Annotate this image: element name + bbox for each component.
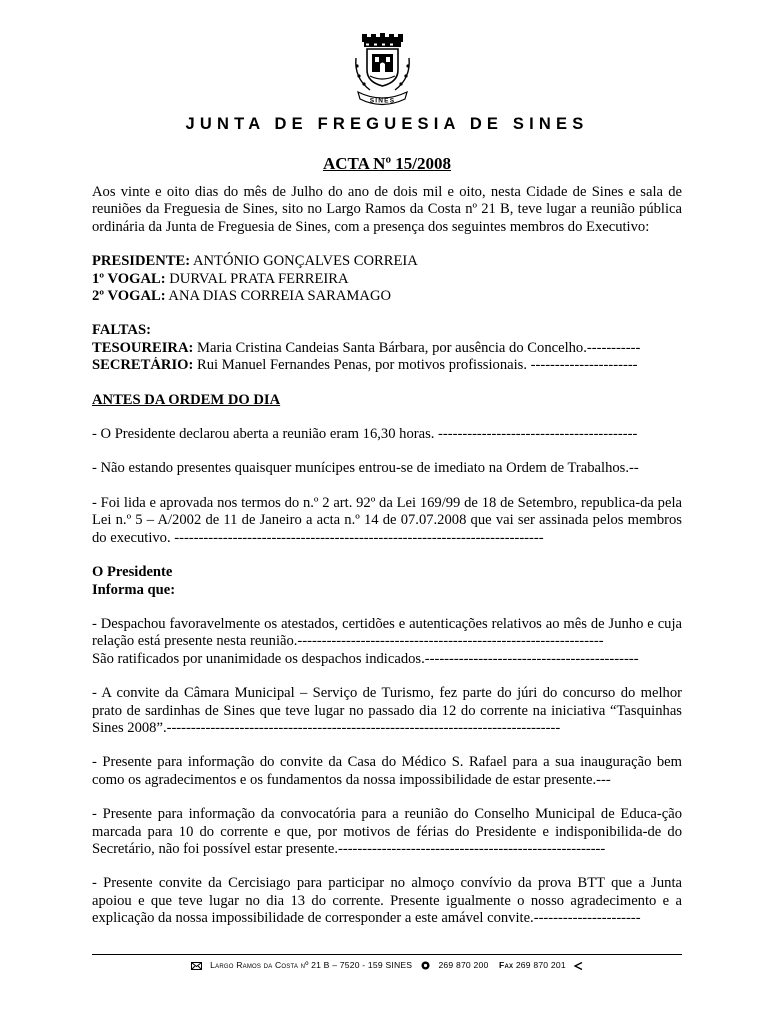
- president-heading: O Presidente: [92, 564, 173, 581]
- member-role: PRESIDENTE:: [92, 253, 191, 270]
- member-vogal-2: [92, 288, 682, 305]
- envelope-icon: [191, 962, 202, 970]
- member-name: DURVAL PRATA FERREIRA: [165, 270, 349, 287]
- fax-icon: [574, 962, 583, 970]
- info-item: - Presente para informação do convite da Casa do Médico S. Rafael para a sua inauguração bem como os agradecimentos e os fundamentos da nossa impossibilidade de estar presente.---: [92, 754, 682, 788]
- member-vogal-1: [92, 271, 682, 288]
- agenda-item: - Foi lida e aprovada nos termos do n.º 2 art. 92º da Lei 169/99 de 18 de Setembro, republica-da pela Lei n.º 5 – A/2002 de 11 de Janeiro a acta n.º 14 de 07.07.2008 que vai ser assinada pelos membros do executivo. ----------------------------------------------------------------------------: [92, 494, 682, 546]
- info-item: - Presente para informação da convocatória para a reunião do Conselho Municipal de Educa-ção marcada para 10 do corrente e que, por motivos de férias do Presidente e indisponibilida-de do Secretário, não foi possível estar presente.-------------------------------------------------------: [92, 806, 682, 857]
- member-role: 2º VOGAL:: [92, 288, 166, 305]
- agenda-item: - Não estando presentes quaisquer munícipes entrou-se de imediato na Ordem de Trabalhos.--: [92, 460, 639, 477]
- footer-phone: 269 870 200: [438, 960, 489, 970]
- footer-contact: [92, 960, 682, 970]
- info-item: - Despachou favoravelmente os atestados, certidões e autenticações relativos ao mês de Junho e cuja relação está presente nesta reunião.---------------------------------------------------------------: [92, 615, 682, 650]
- coat-of-arms-logo: [342, 30, 422, 110]
- organization-name: JUNTA DE FREGUESIA DE SINES: [185, 115, 589, 133]
- absence-text: Maria Cristina Candeias Santa Bárbara, por ausência do Concelho.-----------: [193, 339, 641, 356]
- absence-role: TESOUREIRA:: [92, 339, 194, 356]
- absence-text: Rui Manuel Fernandes Penas, por motivos profissionais. ----------------------: [193, 357, 638, 374]
- document-body: [92, 184, 682, 928]
- before-agenda-heading: ANTES DA ORDEM DO DIA: [92, 391, 281, 408]
- absence-tesoureira: [92, 340, 682, 357]
- absence-role: SECRETÁRIO:: [92, 357, 194, 374]
- info-item: São ratificados por unanimidade os despachos indicados.--------------------------------------------: [92, 650, 639, 667]
- absence-secretario: [92, 357, 682, 374]
- agenda-item: - O Presidente declarou aberta a reunião eram 16,30 horas. -----------------------------------------: [92, 426, 638, 443]
- absences-heading: FALTAS:: [92, 322, 151, 339]
- member-role: 1º VOGAL:: [92, 270, 166, 287]
- members-list: [92, 253, 682, 305]
- phone-icon: [421, 961, 430, 970]
- footer-fax-label: Fax: [499, 960, 514, 970]
- member-name: ANA DIAS CORREIA SARAMAGO: [165, 288, 392, 305]
- member-president: [92, 253, 682, 270]
- absences-section: [92, 322, 682, 374]
- informs-heading: Informa que:: [92, 581, 176, 598]
- info-item: - Presente convite da Cercisiago para participar no almoço convívio da prova BTT que a Junta apoiou e que teve lugar no dia 13 do corrente. Presente igualmente o nosso agradecimento e a explicação da nossa impossibilidade de corresponder a este amável convite.----------------------: [92, 875, 682, 927]
- footer-fax: 269 870 201: [515, 960, 566, 970]
- info-item: - A convite da Câmara Municipal – Serviço de Turismo, fez parte do júri do concurso do melhor prato de sardinhas de Sines que teve lugar no passado dia 12 do corrente na iniciativa “Tasquinhas Sines 2008”.---------------------------------------------------------------------------------: [92, 685, 682, 736]
- footer-address: Largo Ramos da Costa nº 21 B – 7520 - 159 SINES: [210, 960, 413, 970]
- document-title: ACTA Nº 15/2008: [322, 154, 452, 173]
- intro-paragraph: Aos vinte e oito dias do mês de Julho do ano de dois mil e oito, nesta Cidade de Sines e sala de reuniões da Freguesia de Sines, sito no Largo Ramos da Costa nº 21 B, teve lugar a reunião pública ordinária da Junta de Freguesia de Sines, com a presença dos seguintes membros do Executivo:: [92, 184, 682, 235]
- svg-text:SINES: SINES: [369, 97, 396, 105]
- member-name: ANTÓNIO GONÇALVES CORREIA: [190, 253, 418, 270]
- footer-divider: [92, 954, 682, 955]
